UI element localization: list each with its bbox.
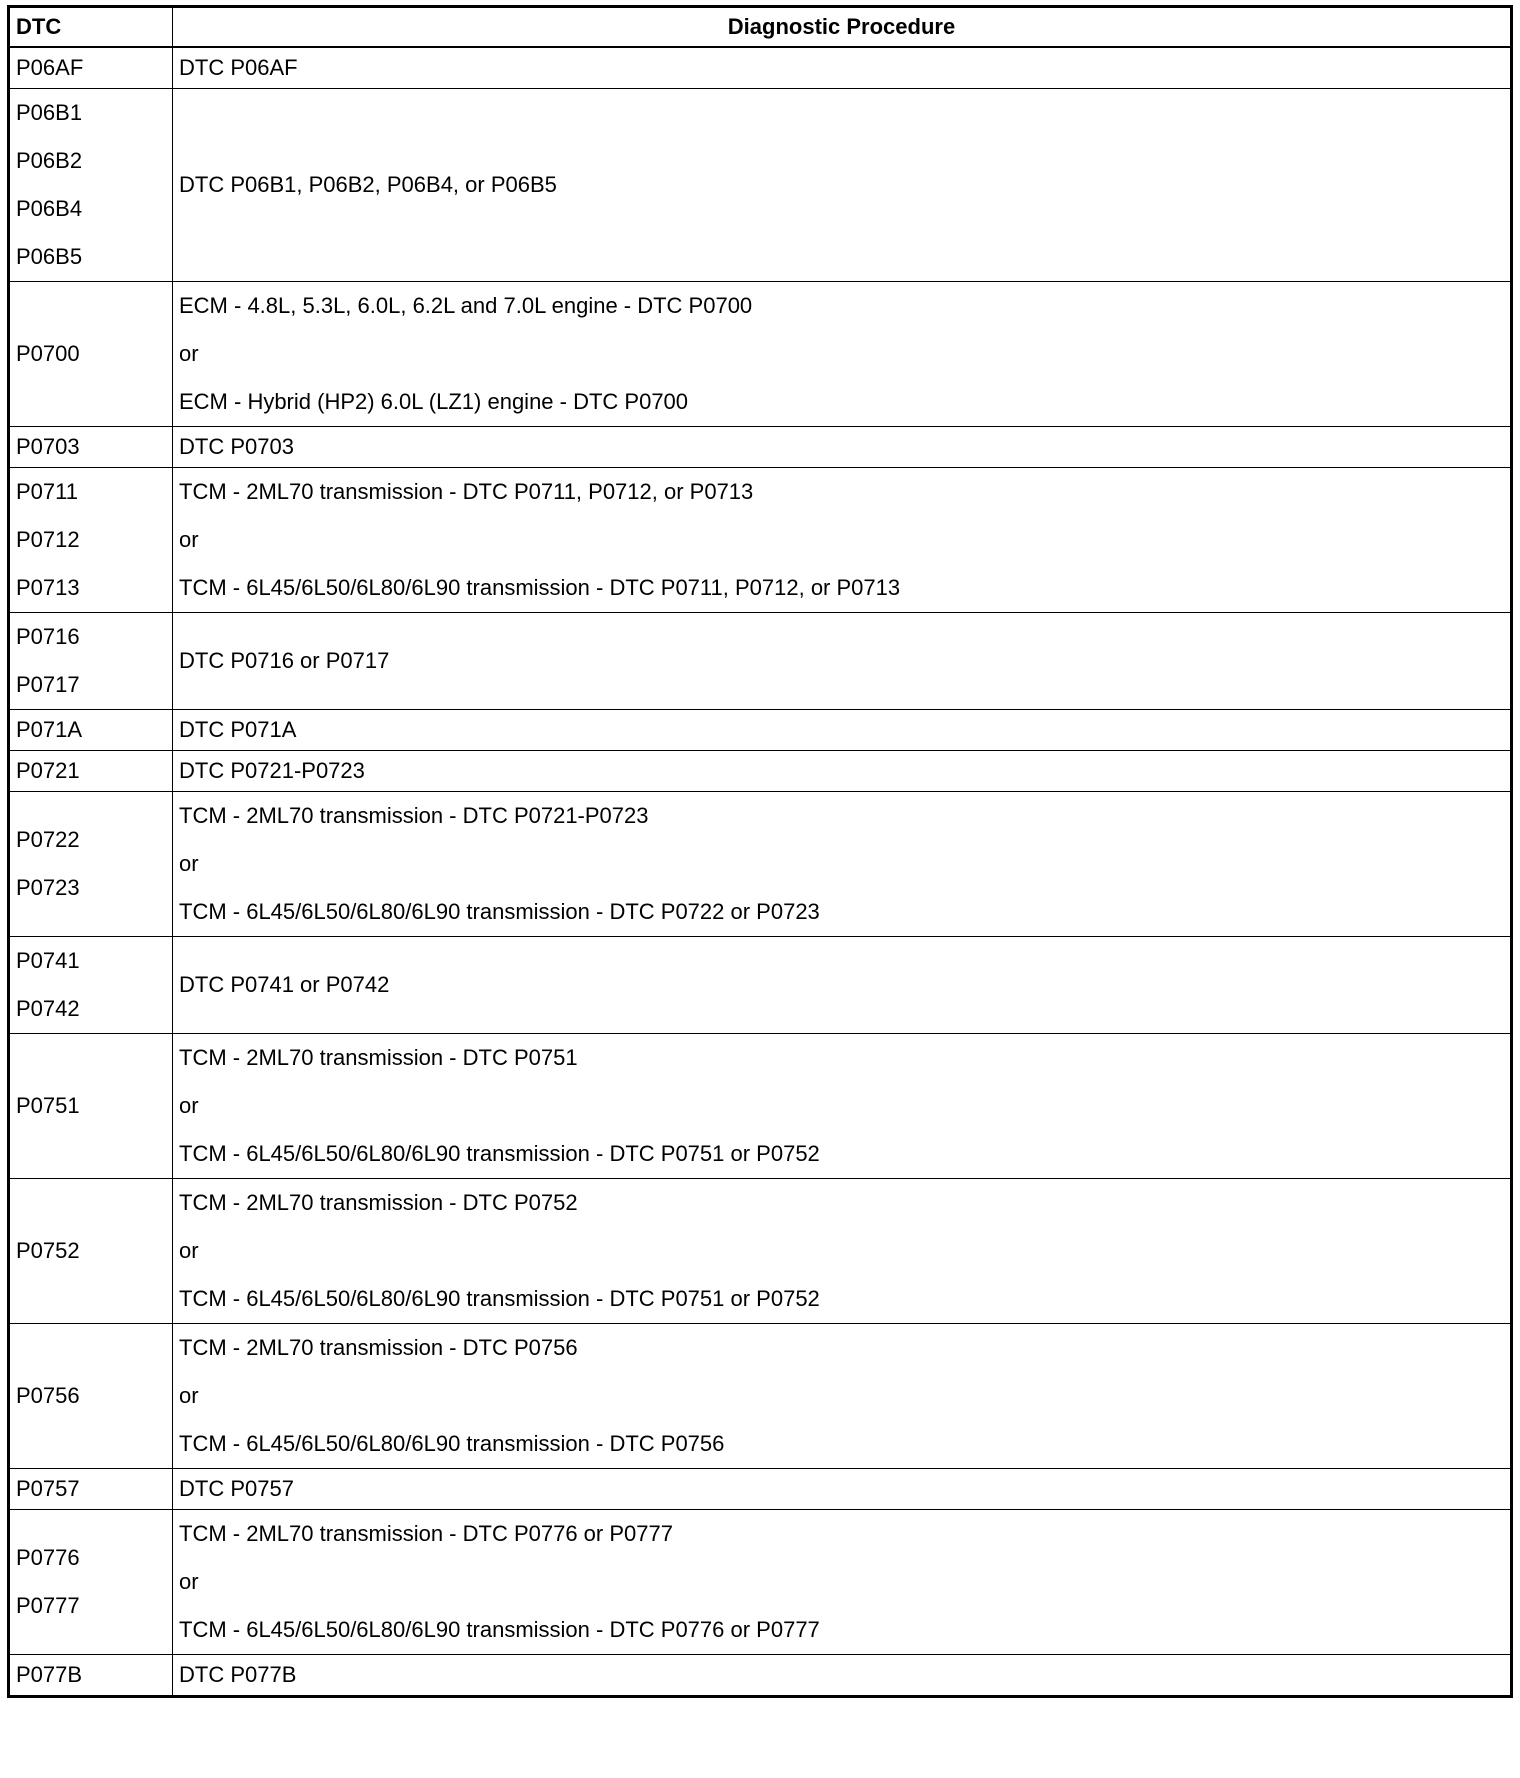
dtc-code: P0721: [16, 758, 80, 783]
dtc-code-cell: [9, 1034, 173, 1179]
diagnostic-procedure-cell: [173, 751, 1512, 792]
table-row: [9, 1324, 1512, 1469]
table-row: [9, 1179, 1512, 1324]
table-body: [9, 47, 1512, 1697]
procedure-separator: or: [179, 527, 199, 552]
procedure-link[interactable]: TCM - 2ML70 transmission - DTC P0721-P0723: [179, 803, 649, 828]
dtc-code: P0757: [16, 1476, 80, 1501]
table-header-row: [9, 7, 1512, 48]
table-row: [9, 427, 1512, 468]
diagnostic-procedure-cell: [173, 1034, 1512, 1179]
dtc-code-cell: [9, 710, 173, 751]
table-row: [9, 710, 1512, 751]
table-row: [9, 1655, 1512, 1697]
procedure-link[interactable]: TCM - 2ML70 transmission - DTC P0751: [179, 1045, 578, 1070]
procedure-link[interactable]: DTC P0703: [179, 434, 294, 459]
procedure-separator: or: [179, 1238, 199, 1263]
table-row: [9, 89, 1512, 282]
procedure-link[interactable]: DTC P0716 or P0717: [179, 648, 390, 673]
procedure-link[interactable]: DTC P0721-P0723: [179, 758, 365, 783]
dtc-code-cell: [9, 47, 173, 89]
dtc-code: P0712: [16, 527, 80, 552]
dtc-code: P0752: [16, 1238, 80, 1263]
procedure-link[interactable]: DTC P0757: [179, 1476, 294, 1501]
procedure-link[interactable]: TCM - 2ML70 transmission - DTC P0711, P0712, or P0713: [179, 479, 754, 504]
dtc-code: P071A: [16, 717, 83, 742]
procedure-link[interactable]: TCM - 6L45/6L50/6L80/6L90 transmission - DTC P0751 or P0752: [179, 1141, 820, 1166]
procedure-separator: or: [179, 1093, 199, 1118]
diagnostic-procedure-cell: [173, 937, 1512, 1034]
procedure-link[interactable]: TCM - 2ML70 transmission - DTC P0756: [179, 1335, 578, 1360]
dtc-code: P0751: [16, 1093, 80, 1118]
dtc-code-cell: [9, 282, 173, 427]
dtc-code: P06B1: [16, 100, 83, 125]
procedure-link[interactable]: TCM - 6L45/6L50/6L80/6L90 transmission - DTC P0776 or P0777: [179, 1617, 820, 1642]
dtc-code-cell: [9, 1324, 173, 1469]
procedure-link[interactable]: ECM - Hybrid (HP2) 6.0L (LZ1) engine - DTC P0700: [179, 389, 689, 414]
dtc-code-cell: [9, 1510, 173, 1655]
dtc-code-cell: [9, 751, 173, 792]
procedure-link[interactable]: TCM - 6L45/6L50/6L80/6L90 transmission - DTC P0756: [179, 1431, 725, 1456]
procedure-link[interactable]: DTC P077B: [179, 1662, 297, 1687]
dtc-code-cell: [9, 792, 173, 937]
dtc-code: P06B4: [16, 196, 83, 221]
dtc-code: P0713: [16, 575, 80, 600]
dtc-code: P06B2: [16, 148, 83, 173]
procedure-column-header: Diagnostic Procedure: [173, 7, 1512, 48]
dtc-code: P0742: [16, 996, 80, 1021]
dtc-code: P0716: [16, 624, 80, 649]
dtc-table: [7, 5, 1513, 1698]
diagnostic-procedure-cell: [173, 1510, 1512, 1655]
table-row: [9, 468, 1512, 613]
dtc-code-cell: [9, 613, 173, 710]
procedure-separator: or: [179, 1569, 199, 1594]
dtc-code-cell: [9, 1179, 173, 1324]
procedure-link[interactable]: DTC P06B1, P06B2, P06B4, or P06B5: [179, 172, 557, 197]
dtc-code: P0776: [16, 1545, 80, 1570]
dtc-code-cell: [9, 1469, 173, 1510]
diagnostic-procedure-cell: [173, 1179, 1512, 1324]
procedure-link[interactable]: TCM - 2ML70 transmission - DTC P0776 or P0777: [179, 1521, 673, 1546]
diagnostic-procedure-cell: [173, 1324, 1512, 1469]
dtc-code: P0741: [16, 948, 80, 973]
dtc-code-cell: [9, 89, 173, 282]
dtc-code: P0700: [16, 341, 80, 366]
procedure-link[interactable]: TCM - 6L45/6L50/6L80/6L90 transmission - DTC P0722 or P0723: [179, 899, 820, 924]
procedure-link[interactable]: ECM - 4.8L, 5.3L, 6.0L, 6.2L and 7.0L engine - DTC P0700: [179, 293, 753, 318]
diagnostic-procedure-cell: [173, 282, 1512, 427]
procedure-link[interactable]: TCM - 2ML70 transmission - DTC P0752: [179, 1190, 578, 1215]
diagnostic-procedure-cell: [173, 427, 1512, 468]
table-row: [9, 1510, 1512, 1655]
dtc-code: P0722: [16, 827, 80, 852]
diagnostic-procedure-cell: [173, 710, 1512, 751]
dtc-code: P0703: [16, 434, 80, 459]
procedure-link[interactable]: DTC P071A: [179, 717, 297, 742]
dtc-code: P0777: [16, 1593, 80, 1618]
dtc-code: P06B5: [16, 244, 83, 269]
procedure-separator: or: [179, 341, 199, 366]
dtc-code: P0723: [16, 875, 80, 900]
dtc-code: P06AF: [16, 55, 84, 80]
table-row: [9, 282, 1512, 427]
table-row: [9, 937, 1512, 1034]
dtc-code: P0756: [16, 1383, 80, 1408]
diagnostic-procedure-cell: [173, 1655, 1512, 1697]
procedure-link[interactable]: DTC P06AF: [179, 55, 298, 80]
diagnostic-procedure-cell: [173, 792, 1512, 937]
dtc-code-cell: [9, 468, 173, 613]
dtc-code-cell: [9, 427, 173, 468]
diagnostic-procedure-cell: [173, 89, 1512, 282]
procedure-link[interactable]: TCM - 6L45/6L50/6L80/6L90 transmission - DTC P0711, P0712, or P0713: [179, 575, 901, 600]
dtc-code: P077B: [16, 1662, 83, 1687]
table-row: [9, 1469, 1512, 1510]
diagnostic-procedure-cell: [173, 468, 1512, 613]
table-row: [9, 613, 1512, 710]
procedure-separator: or: [179, 851, 199, 876]
procedure-link[interactable]: TCM - 6L45/6L50/6L80/6L90 transmission - DTC P0751 or P0752: [179, 1286, 820, 1311]
table-row: [9, 751, 1512, 792]
diagnostic-procedure-cell: [173, 1469, 1512, 1510]
table-row: [9, 1034, 1512, 1179]
diagnostic-procedure-cell: [173, 47, 1512, 89]
procedure-separator: or: [179, 1383, 199, 1408]
table-row: [9, 47, 1512, 89]
dtc-code-cell: [9, 1655, 173, 1697]
dtc-code-cell: [9, 937, 173, 1034]
procedure-link[interactable]: DTC P0741 or P0742: [179, 972, 390, 997]
dtc-column-header: DTC: [9, 7, 173, 48]
dtc-code: P0717: [16, 672, 80, 697]
table-row: [9, 792, 1512, 937]
diagnostic-procedure-cell: [173, 613, 1512, 710]
dtc-code: P0711: [16, 479, 78, 504]
